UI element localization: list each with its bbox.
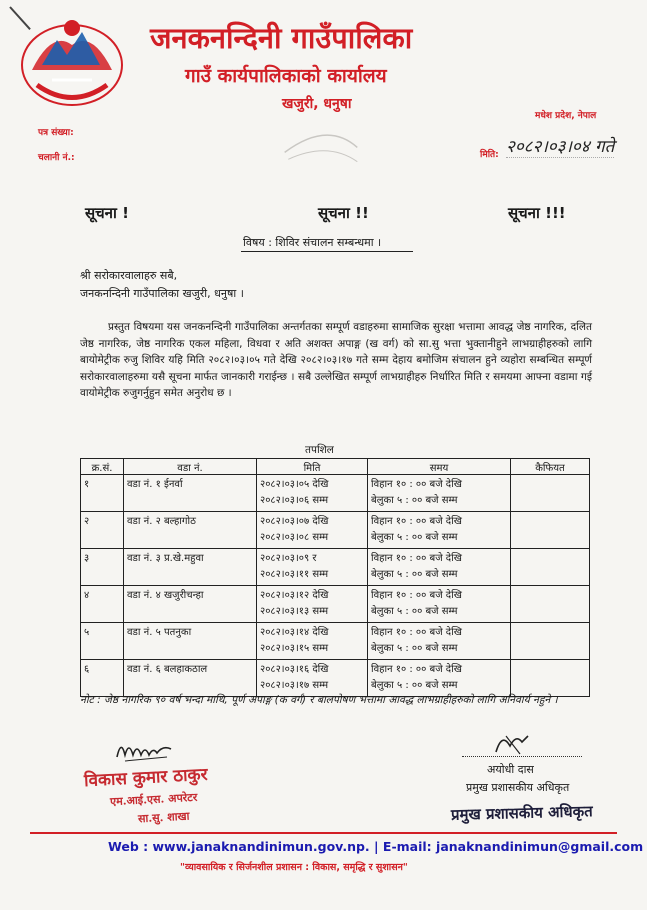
header-date: मिति: [257, 459, 368, 475]
row-ward: वडा नं. ३ प्र.खे.महुवा: [124, 549, 257, 586]
date-from: २०८२।०३।०९ र: [260, 553, 317, 564]
time-from: विहान १० : ०० बजे देखि: [371, 553, 462, 564]
municipality-title: जनकनन्दिनी गाउँपालिका: [150, 21, 413, 55]
signature-dotted-line: [462, 756, 582, 757]
time-from: विहान १० : ०० बजे देखि: [371, 590, 462, 601]
date-to: २०८२।०३।१३ सम्म: [260, 606, 329, 617]
time-from: विहान १० : ०० बजे देखि: [371, 516, 462, 527]
row-time: [368, 623, 511, 660]
table-row: [81, 623, 590, 660]
date-to: २०८२।०३।११ सम्म: [260, 569, 329, 580]
row-ward: वडा नं. ४ खजुरीचन्हा: [124, 586, 257, 623]
row-date: [257, 660, 368, 697]
notice-heading-3: सूचना !!!: [508, 204, 566, 222]
header-remark: कैफियत: [511, 459, 590, 475]
row-ward: वडा नं. ५ पतनुका: [124, 623, 257, 660]
row-ward: वडा नं. ६ बलहाकठाल: [124, 660, 257, 697]
signatory-right-name: अयोधी दास: [487, 763, 534, 776]
signature-right-icon: [492, 730, 532, 758]
time-to: बेलुका ५ : ०० बजे सम्म: [371, 643, 458, 654]
footer-motto: "व्यावसायिक र सिर्जनशील प्रशासन : विकास, समृद्धि र सुशासन": [180, 862, 408, 873]
row-date: [257, 586, 368, 623]
time-from: विहान १० : ०० बजे देखि: [371, 664, 462, 675]
time-to: बेलुका ५ : ०० बजे सम्म: [371, 532, 458, 543]
table-caption: तपशिल: [305, 444, 334, 456]
time-to: बेलुका ५ : ०० बजे सम्म: [371, 495, 458, 506]
row-date: [257, 512, 368, 549]
date-to: २०८२।०३।०६ सम्म: [260, 495, 329, 506]
office-location: खजुरी, धनुषा: [282, 96, 352, 112]
row-time: [368, 586, 511, 623]
date-from: २०८२।०३।१२ देखि: [260, 590, 329, 601]
row-remark: [511, 512, 590, 549]
body-paragraph: प्रस्तुत विषयमा यस जनकनन्दिनी गाउँपालिका अन्तर्गतका सम्पूर्ण वडाहरुमा सामाजिक सुरक्षा भत्तामा आवद्ध जेष्ठ नागरिक, दलित जेष्ठ नागरिक, जेष्ठ नागरिक एकल महिला, विधवा र अति अशक्त अपाङ्ग (ख वर्ग) को सा.सु भत्ता भुक्तानीहुने लाभग्राहीहरुको लागि बायोमेट्रीक रुजु शिविर यहि मिति २०८२।०३।०५ गते देखि २०८२।०३।१७ गते सम्म देहाय बमोजिम संचालन हुने व्यहोरा सम्बन्धित सम्पूर्ण सरोकारवालाहरुमा यसै सूचना मार्फत जानकारी गराईन्छ । सबै उल्लेखित सम्पूर्ण लाभग्राहीहरु निर्धारित मिति र समयमा आफ्ना वडामा गई वायोमेट्रीक रुजुगर्नुहुन समेत अनुरोध छ ।: [80, 321, 592, 399]
row-sn: ४: [81, 586, 124, 623]
dispatch-number-label: चलानी नं.:: [38, 153, 75, 163]
row-time: [368, 660, 511, 697]
row-date: [257, 475, 368, 512]
footer-contact: Web : www.janaknandinimun.gov.np. | E-mail: janaknandinimun@gmail.com: [108, 839, 644, 854]
signature-left-icon: [115, 735, 175, 765]
table-row: [81, 660, 590, 697]
row-sn: ३: [81, 549, 124, 586]
table-row: [81, 586, 590, 623]
signatory-left-section: सा.सु. शाखा: [137, 809, 190, 826]
date-to: २०८२।०३।१७ सम्म: [260, 680, 329, 691]
header-time: समय: [368, 459, 511, 475]
time-to: बेलुका ५ : ०० बजे सम्म: [371, 680, 458, 691]
notice-heading-2: सूचना !!: [318, 204, 369, 222]
row-remark: [511, 623, 590, 660]
date-label: मिति:: [480, 150, 499, 160]
date-from: २०८२।०३।०५ देखि: [260, 479, 329, 490]
row-remark: [511, 549, 590, 586]
signatory-left-name: विकास कुमार ठाकुर: [83, 764, 209, 792]
subject-underline: [241, 251, 413, 252]
row-date: [257, 623, 368, 660]
date-from: २०८२।०३।०७ देखि: [260, 516, 329, 527]
footer-divider: [30, 832, 617, 834]
row-ward: वडा नं. २ बल्हागोठ: [124, 512, 257, 549]
signatory-right-stamp: प्रमुख प्रशासकीय अधिकृत: [450, 802, 593, 824]
time-to: बेलुका ५ : ०० बजे सम्म: [371, 569, 458, 580]
time-from: विहान १० : ०० बजे देखि: [371, 627, 462, 638]
province-label: मधेश प्रदेश, नेपाल: [535, 111, 597, 121]
address-line-2: जनकनन्दिनी गाउँपालिका खजुरी, धनुषा ।: [80, 287, 244, 300]
schedule-table: [80, 458, 590, 697]
row-time: [368, 512, 511, 549]
footnote: नोट : जेष्ठ नागरिक ९० वर्ष भन्दा माथि, पूर्ण अपाङ्ग (क वर्ग) र बालपोषण भत्तामा आवद्ध लाभग्राहीहरुको लागि अनिवार्य नहुने ।: [80, 694, 558, 706]
address-line-1: श्री सरोकारवालाहरु सबै,: [80, 269, 178, 282]
notice-heading-1: सूचना !: [85, 204, 129, 222]
faint-stamp-icon: [278, 112, 367, 178]
header-sn: क्र.सं.: [81, 459, 124, 475]
subject-line: विषय : शिविर संचालन सम्बन्धमा ।: [243, 236, 382, 249]
row-sn: २: [81, 512, 124, 549]
time-to: बेलुका ५ : ०० बजे सम्म: [371, 606, 458, 617]
row-ward: वडा नं. १ ईनर्वा: [124, 475, 257, 512]
date-to: २०८२।०३।१५ सम्म: [260, 643, 329, 654]
time-from: विहान १० : ०० बजे देखि: [371, 479, 462, 490]
row-remark: [511, 475, 590, 512]
signatory-right-post: प्रमुख प्रशासकीय अधिकृत: [466, 781, 570, 794]
date-from: २०८२।०३।१४ देखि: [260, 627, 329, 638]
row-time: [368, 549, 511, 586]
table-header-row: [81, 459, 590, 475]
table-row: [81, 475, 590, 512]
table-row: [81, 549, 590, 586]
row-sn: ५: [81, 623, 124, 660]
letter-number-label: पत्र संख्या:: [38, 128, 74, 138]
row-remark: [511, 586, 590, 623]
row-sn: १: [81, 475, 124, 512]
date-to: २०८२।०३।०८ सम्म: [260, 532, 329, 543]
date-from: २०८२।०३।१६ देखि: [260, 664, 329, 675]
office-subtitle: गाउँ कार्यपालिकाको कार्यालय: [185, 65, 387, 87]
nepal-emblem-logo-icon: [12, 10, 132, 115]
row-remark: [511, 660, 590, 697]
signatory-left-title: एम.आई.एस. अपरेटर: [109, 790, 198, 809]
header-ward: वडा नं.: [124, 459, 257, 475]
row-sn: ६: [81, 660, 124, 697]
table-row: [81, 512, 590, 549]
row-time: [368, 475, 511, 512]
date-value: २०८२।०३।०४ गते: [506, 134, 614, 158]
row-date: [257, 549, 368, 586]
